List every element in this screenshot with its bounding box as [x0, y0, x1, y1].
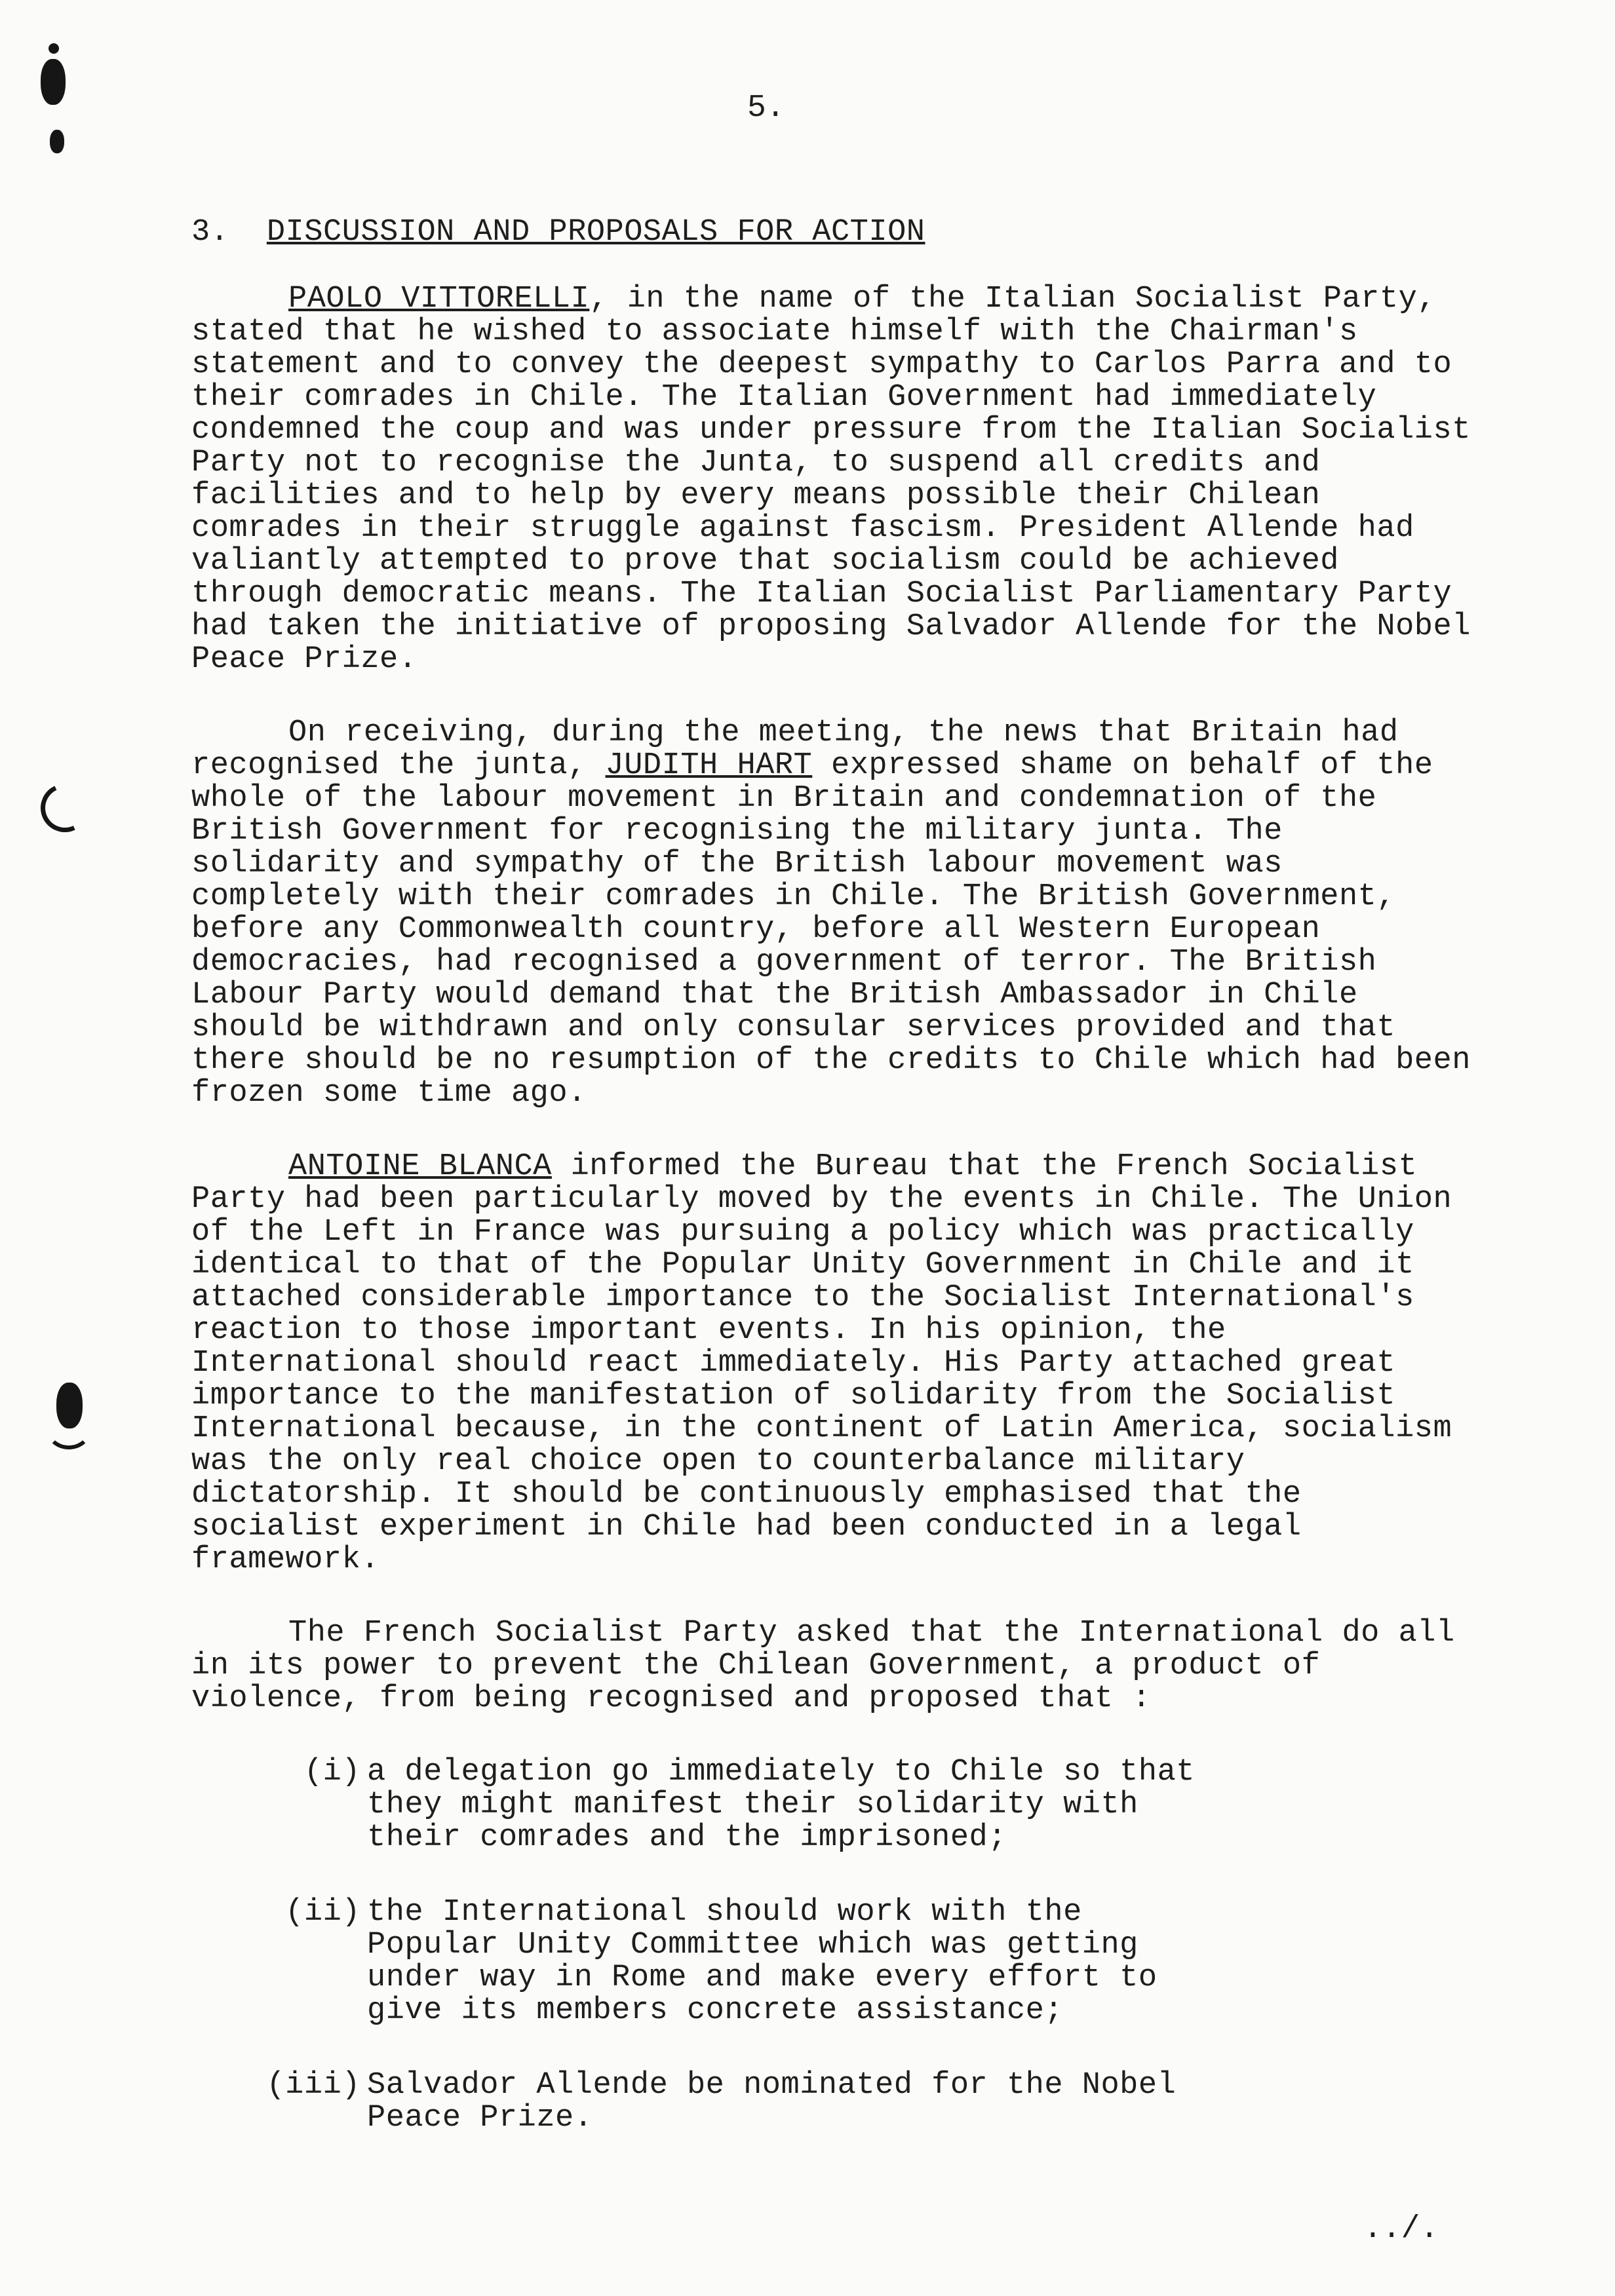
proposal-item: [285, 1895, 1219, 2028]
section-number: 3.: [191, 215, 229, 250]
page-number: 5.: [747, 90, 785, 126]
speaker-name: PAOLO VITTORELLI: [288, 282, 590, 316]
paragraph-french-proposal: [191, 1617, 1489, 1715]
punch-hole-mark: [41, 59, 66, 105]
proposal-text: Salvador Allende be nominated for the Nobel Peace Prize.: [367, 2068, 1177, 2135]
punch-hole-mark: [49, 43, 59, 54]
paragraph-vittorelli: [191, 283, 1489, 676]
proposal-marker: (ii): [285, 1895, 360, 1930]
proposal-item: [303, 1755, 1219, 1855]
proposal-marker: (iii): [266, 2068, 360, 2103]
proposal-list: [191, 1756, 1489, 2135]
speaker-name: JUDITH HART: [605, 748, 813, 783]
proposal-text: the International should work with the Popular Unity Committee which was getting under way in Rome and make every effort to give its members concrete assistance;: [367, 1895, 1158, 2028]
paragraph-text-lead: On receiving, during the meeting, the news that Britain had recognised the junta,: [191, 716, 1399, 783]
paragraph-blanca: [191, 1151, 1489, 1577]
section-heading: [191, 216, 1489, 249]
proposal-item: [266, 2068, 1219, 2135]
paragraph-hart: [191, 717, 1489, 1110]
paragraph-text: The French Socialist Party asked that the International do all in its power to prevent the Chilean Government, a product of violence, from being recognised and proposed that :: [191, 1616, 1455, 1716]
continuation-mark: ../.: [1363, 2211, 1439, 2247]
binding-arc-mark: [46, 1409, 92, 1449]
punch-hole-mark: [50, 130, 64, 153]
binding-arc-mark: [34, 777, 96, 839]
proposal-marker: (i): [303, 1755, 360, 1789]
section-title: DISCUSSION AND PROPOSALS FOR ACTION: [266, 215, 925, 250]
paragraph-text: informed the Bureau that the French Socialist Party had been particularly moved by the events in Chile. The Union of the Left in France was pursuing a policy which was practically identical to that of the Popular Unity Government in Chile and it attached considerable importance to the Socialist International's reaction to those important events. In his opinion, the International should react immediately. His Party attached great importance to the manifestation of solidarity from the Socialist International because, in the continent of Latin America, socialism was the only real choice open to counterbalance military dictatorship. It should be continuously emphasised that the socialist experiment in Chile had been conducted in a legal framework.: [191, 1149, 1452, 1577]
paragraph-text: , in the name of the Italian Socialist Party, stated that he wished to associate himself with the Chairman's statement and to convey the deepest sympathy to Carlos Parra and to their comrades in Chile. The Italian Government had immediately condemned the coup and was under pressure from the Italian Socialist Party not to recognise the Junta, to suspend all credits and facilities and to help by every means possible their Chilean comrades in their struggle against fascism. President Allende had valiantly attempted to prove that socialism could be achieved through democratic means. The Italian Socialist Parliamentary Party had taken the initiative of proposing Salvador Allende for the Nobel Peace Prize.: [191, 282, 1471, 677]
speaker-name: ANTOINE BLANCA: [288, 1149, 552, 1184]
paragraph-text: expressed shame on behalf of the whole of the labour movement in Britain and condemnation of the British Government for recognising the military junta. The solidarity and sympathy of the British labour movement was completely with their comrades in Chile. The British Government, before any Commonwealth country, before all Western European democracies, had recognised a government of terror. The British Labour Party would demand that the British Ambassador in Chile should be withdrawn and only consular services provided and that there should be no resumption of the credits to Chile which had been frozen some time ago.: [191, 748, 1471, 1111]
document-body: [191, 216, 1489, 2177]
proposal-text: a delegation go immediately to Chile so that they might manifest their solidarity with their comrades and the imprisoned;: [367, 1755, 1196, 1855]
